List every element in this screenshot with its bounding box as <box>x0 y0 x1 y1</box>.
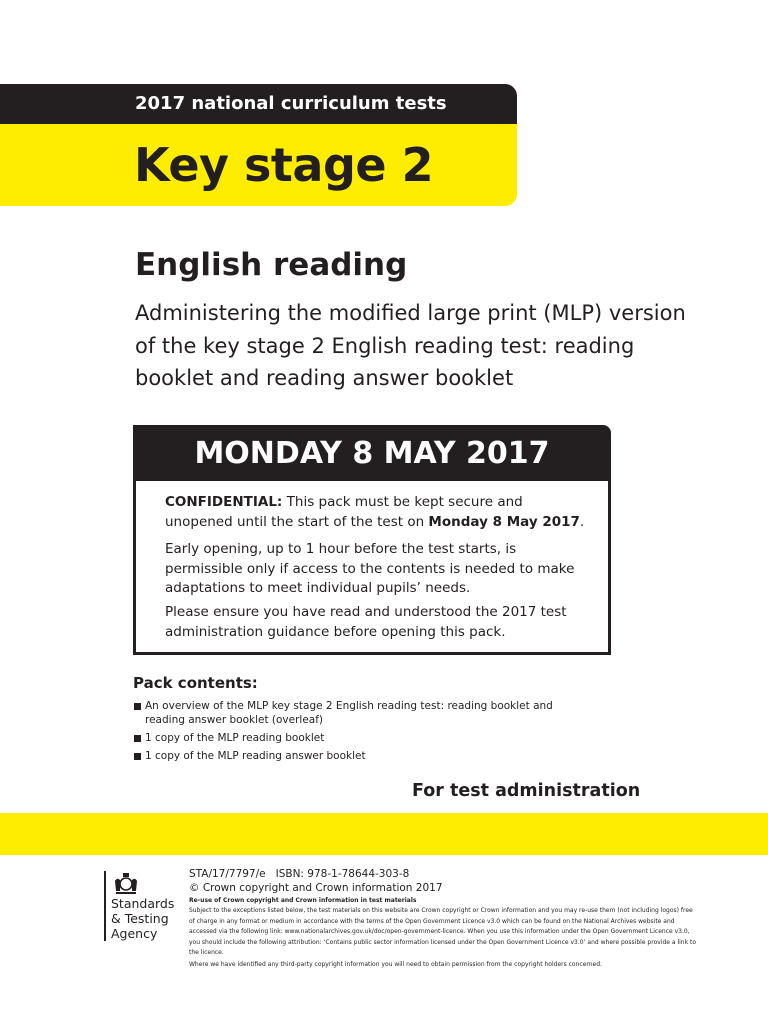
logo-divider <box>104 871 106 941</box>
confidential-paragraph <box>165 493 585 532</box>
list-item <box>133 750 573 764</box>
stage-title: Key stage 2 <box>134 138 434 192</box>
confidential-date: Monday 8 May 2017 <box>428 513 580 530</box>
third-party-text: Where we have identified any third-party copyright information you will need to obtain permission from the copyright holders concerned. <box>189 960 602 968</box>
royal-crest-icon <box>112 871 140 895</box>
for-test-administration: For test administration <box>412 781 641 801</box>
sta-logo <box>104 871 184 941</box>
confidential-label: CONFIDENTIAL: <box>165 494 283 510</box>
list-item-text: An overview of the MLP key stage 2 English reading test: reading booklet and reading answer booklet (overleaf) <box>145 700 553 726</box>
confidential-text: This pack must be kept secure and unopened until the start of the test on <box>165 494 523 530</box>
list-item <box>133 700 573 727</box>
header-tests-bar <box>0 84 517 125</box>
early-opening-paragraph: Early opening, up to 1 hour before the test starts, is permissible only if access to the contents is needed to make adaptations to meet individual pupils’ needs. <box>165 541 575 596</box>
reuse-text: Subject to the exceptions listed below, the test materials on this website are Crown copyright or Crown information and you may re-use them (not including logos) free of charge in any format or medium in accordance with the terms of the Open Government Licence v3.0 which can be found on the National Archives website and accessed via the following link: www.nationalarchives.gov.uk/doc/open-government-licence. When you use this information under the Open Government Licence v3.0, you should include the following attribution: ‘Contains public sector information licensed under the Open Government Licence v3.0’ and where possible provide a link to the licence. <box>189 907 696 956</box>
confidential-end: . <box>579 513 585 530</box>
footer-legal <box>189 867 699 970</box>
subject-title: English reading <box>135 247 408 283</box>
yellow-band <box>0 813 768 855</box>
pack-contents-list <box>133 700 573 768</box>
confidential-notice <box>133 481 611 655</box>
reuse-title: Re-use of Crown copyright and Crown information in test materials <box>189 897 417 904</box>
reference-isbn: STA/17/7797/e ISBN: 978-1-78644-303-8 <box>189 868 410 880</box>
list-item <box>133 732 573 746</box>
list-item-text: 1 copy of the MLP reading answer booklet <box>145 749 366 762</box>
test-date: MONDAY 8 MAY 2017 <box>133 425 611 481</box>
date-box <box>133 425 611 658</box>
agency-name <box>111 896 174 941</box>
bullet-square-icon <box>134 703 141 710</box>
description: Administering the modified large print (MLP) version of the key stage 2 English reading test: reading booklet and reading answer booklet <box>135 301 686 390</box>
pack-contents-title: Pack contents: <box>133 674 258 692</box>
agency-line: Agency <box>111 926 158 941</box>
copyright-line: © Crown copyright and Crown information 2017 <box>189 882 443 894</box>
agency-line: & Testing <box>111 911 169 926</box>
bullet-square-icon <box>134 753 141 760</box>
guidance-paragraph: Please ensure you have read and understood the 2017 test administration guidance before opening this pack. <box>165 604 567 640</box>
header-stage-bar <box>0 124 517 206</box>
tests-label: 2017 national curriculum tests <box>135 93 447 114</box>
bullet-square-icon <box>134 735 141 742</box>
list-item-text: 1 copy of the MLP reading booklet <box>145 731 325 744</box>
agency-line: Standards <box>111 896 175 911</box>
